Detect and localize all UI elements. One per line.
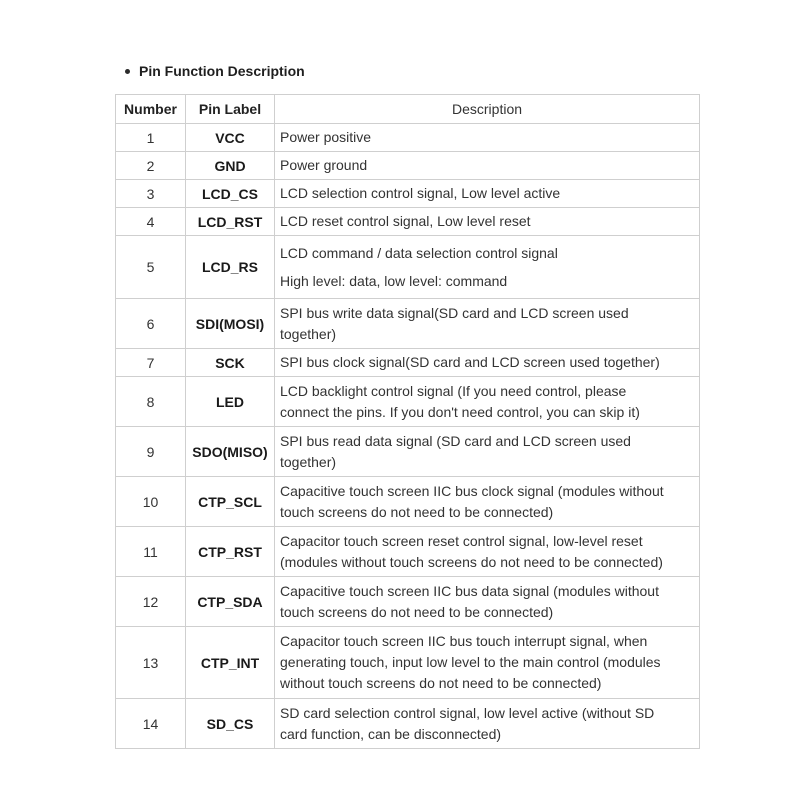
description-line: touch screens do not need to be connected) (280, 603, 554, 620)
pin-function-table (115, 94, 700, 749)
pin-label: CTP_RST (186, 527, 275, 577)
description-line: Capacitor touch screen reset control signal, low-level reset (280, 532, 643, 549)
table-row (116, 627, 700, 699)
description-line: Capacitive touch screen IIC bus data signal (modules without (280, 582, 659, 599)
table-row (116, 180, 700, 208)
description-line: together) (280, 453, 337, 470)
pin-number: 2 (116, 152, 186, 180)
pin-label: SCK (186, 349, 275, 377)
pin-label: SDI(MOSI) (186, 299, 275, 349)
description-line: LCD selection control signal, Low level active (280, 185, 561, 201)
pin-description (275, 208, 700, 236)
table-row (116, 477, 700, 527)
pin-description (275, 627, 700, 699)
section-heading (123, 60, 305, 82)
pin-number: 7 (116, 349, 186, 377)
pin-description (275, 377, 700, 427)
pin-number: 12 (116, 577, 186, 627)
pin-description (275, 124, 700, 152)
table-row (116, 527, 700, 577)
description-line: SD card selection control signal, low level active (without SD (280, 704, 655, 721)
description-line: High level: data, low level: command (280, 272, 508, 289)
description-line: (modules without touch screens do not need to be connected) (280, 553, 663, 570)
description-line: LCD command / data selection control signal (280, 244, 558, 261)
pin-label: CTP_SCL (186, 477, 275, 527)
column-header-pin-label: Pin Label (186, 95, 275, 124)
pin-description (275, 527, 700, 577)
description-line: Capacitive touch screen IIC bus clock signal (modules without (280, 482, 664, 499)
column-header-number: Number (116, 95, 186, 124)
description-line: card function, can be disconnected) (280, 725, 502, 742)
pin-label: LCD_RST (186, 208, 275, 236)
pin-description (275, 152, 700, 180)
pin-label: SDO(MISO) (186, 427, 275, 477)
description-line: SPI bus read data signal (SD card and LCD screen used (280, 432, 631, 449)
pin-label: CTP_INT (186, 627, 275, 699)
pin-description (275, 699, 700, 749)
pin-number: 8 (116, 377, 186, 427)
section-title: Pin Function Description (139, 63, 305, 79)
pin-number: 1 (116, 124, 186, 152)
description-line: SPI bus clock signal(SD card and LCD screen used together) (280, 354, 660, 370)
pin-label: SD_CS (186, 699, 275, 749)
description-line: LCD backlight control signal (If you need control, please (280, 382, 627, 399)
description-line: LCD reset control signal, Low level reset (280, 213, 531, 229)
table-row (116, 124, 700, 152)
pin-description (275, 349, 700, 377)
pin-number: 13 (116, 627, 186, 699)
pin-description (275, 180, 700, 208)
pin-number: 3 (116, 180, 186, 208)
description-line: SPI bus write data signal(SD card and LCD screen used (280, 304, 629, 321)
table-row (116, 427, 700, 477)
pin-description (275, 236, 700, 299)
pin-number: 9 (116, 427, 186, 477)
table-row (116, 299, 700, 349)
pin-number: 10 (116, 477, 186, 527)
table-row (116, 377, 700, 427)
description-line: Capacitor touch screen IIC bus touch interrupt signal, when (280, 633, 648, 649)
pin-number: 4 (116, 208, 186, 236)
pin-number: 11 (116, 527, 186, 577)
pin-label: VCC (186, 124, 275, 152)
pin-description (275, 427, 700, 477)
pin-number: 5 (116, 236, 186, 299)
column-header-description: Description (275, 95, 700, 124)
table-header-row (116, 95, 700, 124)
table-row (116, 236, 700, 299)
description-line: together) (280, 325, 337, 342)
pin-label: GND (186, 152, 275, 180)
description-line: Power ground (280, 157, 368, 173)
pin-description (275, 577, 700, 627)
pin-label: CTP_SDA (186, 577, 275, 627)
bullet-icon (125, 69, 130, 74)
pin-number: 14 (116, 699, 186, 749)
table-row (116, 699, 700, 749)
description-line: connect the pins. If you don't need control, you can skip it) (280, 403, 640, 420)
table-row (116, 152, 700, 180)
table-row (116, 349, 700, 377)
pin-description (275, 299, 700, 349)
table-body (116, 124, 700, 749)
table-row (116, 208, 700, 236)
description-line: touch screens do not need to be connected) (280, 503, 554, 520)
description-line: without touch screens do not need to be connected) (280, 675, 602, 691)
pin-description (275, 477, 700, 527)
pin-number: 6 (116, 299, 186, 349)
description-line: generating touch, input low level to the main control (modules (280, 654, 661, 670)
description-line: Power positive (280, 129, 372, 145)
table-row (116, 577, 700, 627)
pin-label: LCD_RS (186, 236, 275, 299)
pin-label: LCD_CS (186, 180, 275, 208)
pin-label: LED (186, 377, 275, 427)
